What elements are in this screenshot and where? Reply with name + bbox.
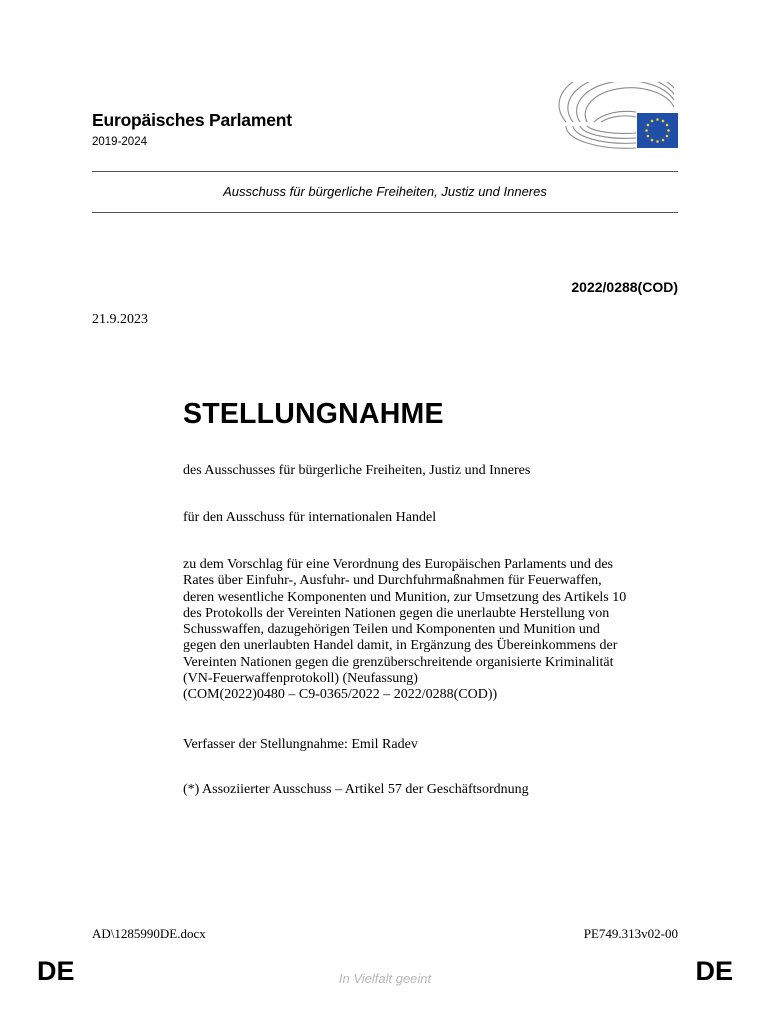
subject-line: Rates über Einfuhr-, Ausfuhr- und Durchfuhrmaßnahmen für Feuerwaffen, (183, 573, 602, 589)
flag-star-icon (666, 135, 669, 138)
document-type-title: STELLUNGNAHME (183, 398, 444, 430)
proposal-subject (183, 557, 683, 704)
header-bottom-rule (92, 212, 678, 213)
flag-star-icon (662, 120, 665, 123)
pe-number: PE749.313v02-00 (583, 926, 678, 941)
flag-star-icon (647, 124, 650, 127)
file-name: AD\1285990DE.docx (92, 926, 206, 941)
flag-star-icon (662, 139, 665, 142)
subject-line: Schusswaffen, dazugehörigen Teilen und Komponenten und Munition und (183, 622, 600, 638)
associated-committee-note: (*) Assoziierter Ausschuss – Artikel 57 der Geschäftsordnung (183, 782, 529, 797)
flag-star-icon (666, 124, 669, 127)
flag-star-icon (645, 129, 648, 132)
european-parliament-logo-icon (558, 82, 680, 152)
subject-line: (VN-Feuerwaffenprotokoll) (Neufassung) (183, 671, 418, 687)
rapporteur: Verfasser der Stellungnahme: Emil Radev (183, 737, 418, 752)
committee-name: Ausschuss für bürgerliche Freiheiten, Justiz und Inneres (223, 184, 547, 199)
organization-name: Europäisches Parlament (92, 110, 292, 130)
flag-star-icon (651, 120, 654, 123)
subject-line: deren wesentliche Komponenten und Munition, zur Umsetzung des Artikels 10 (183, 589, 627, 605)
subject-line: Vereinten Nationen gegen die grenzüberschreitende organisierte Kriminalität (183, 654, 614, 670)
subject-line: des Protokolls der Vereinten Nationen gegen die unerlaubte Herstellung von (183, 605, 610, 621)
flag-star-icon (647, 135, 650, 138)
document-date: 21.9.2023 (92, 312, 148, 327)
language-code-right: DE (695, 956, 733, 986)
from-committee: des Ausschusses für bürgerliche Freiheiten, Justiz und Inneres (183, 463, 531, 478)
flag-star-icon (656, 118, 659, 121)
subject-line: gegen den unerlaubten Handel damit, in Ergänzung des Übereinkommens der (183, 638, 618, 654)
legislative-term: 2019-2024 (92, 136, 147, 148)
procedure-number: 2022/0288(COD) (571, 279, 678, 295)
motto: In Vielfalt geeint (338, 971, 432, 986)
for-committee: für den Ausschuss für internationalen Handel (183, 510, 437, 525)
flag-star-icon (667, 129, 670, 132)
language-code-left: DE (37, 956, 75, 986)
header-top-rule (92, 171, 678, 172)
flag-star-icon (651, 139, 654, 142)
subject-line: (COM(2022)0480 – C9-0365/2022 – 2022/0288(COD)) (183, 687, 498, 703)
flag-star-icon (656, 140, 659, 143)
subject-line: zu dem Vorschlag für eine Verordnung des Europäischen Parlaments und des (183, 557, 614, 572)
